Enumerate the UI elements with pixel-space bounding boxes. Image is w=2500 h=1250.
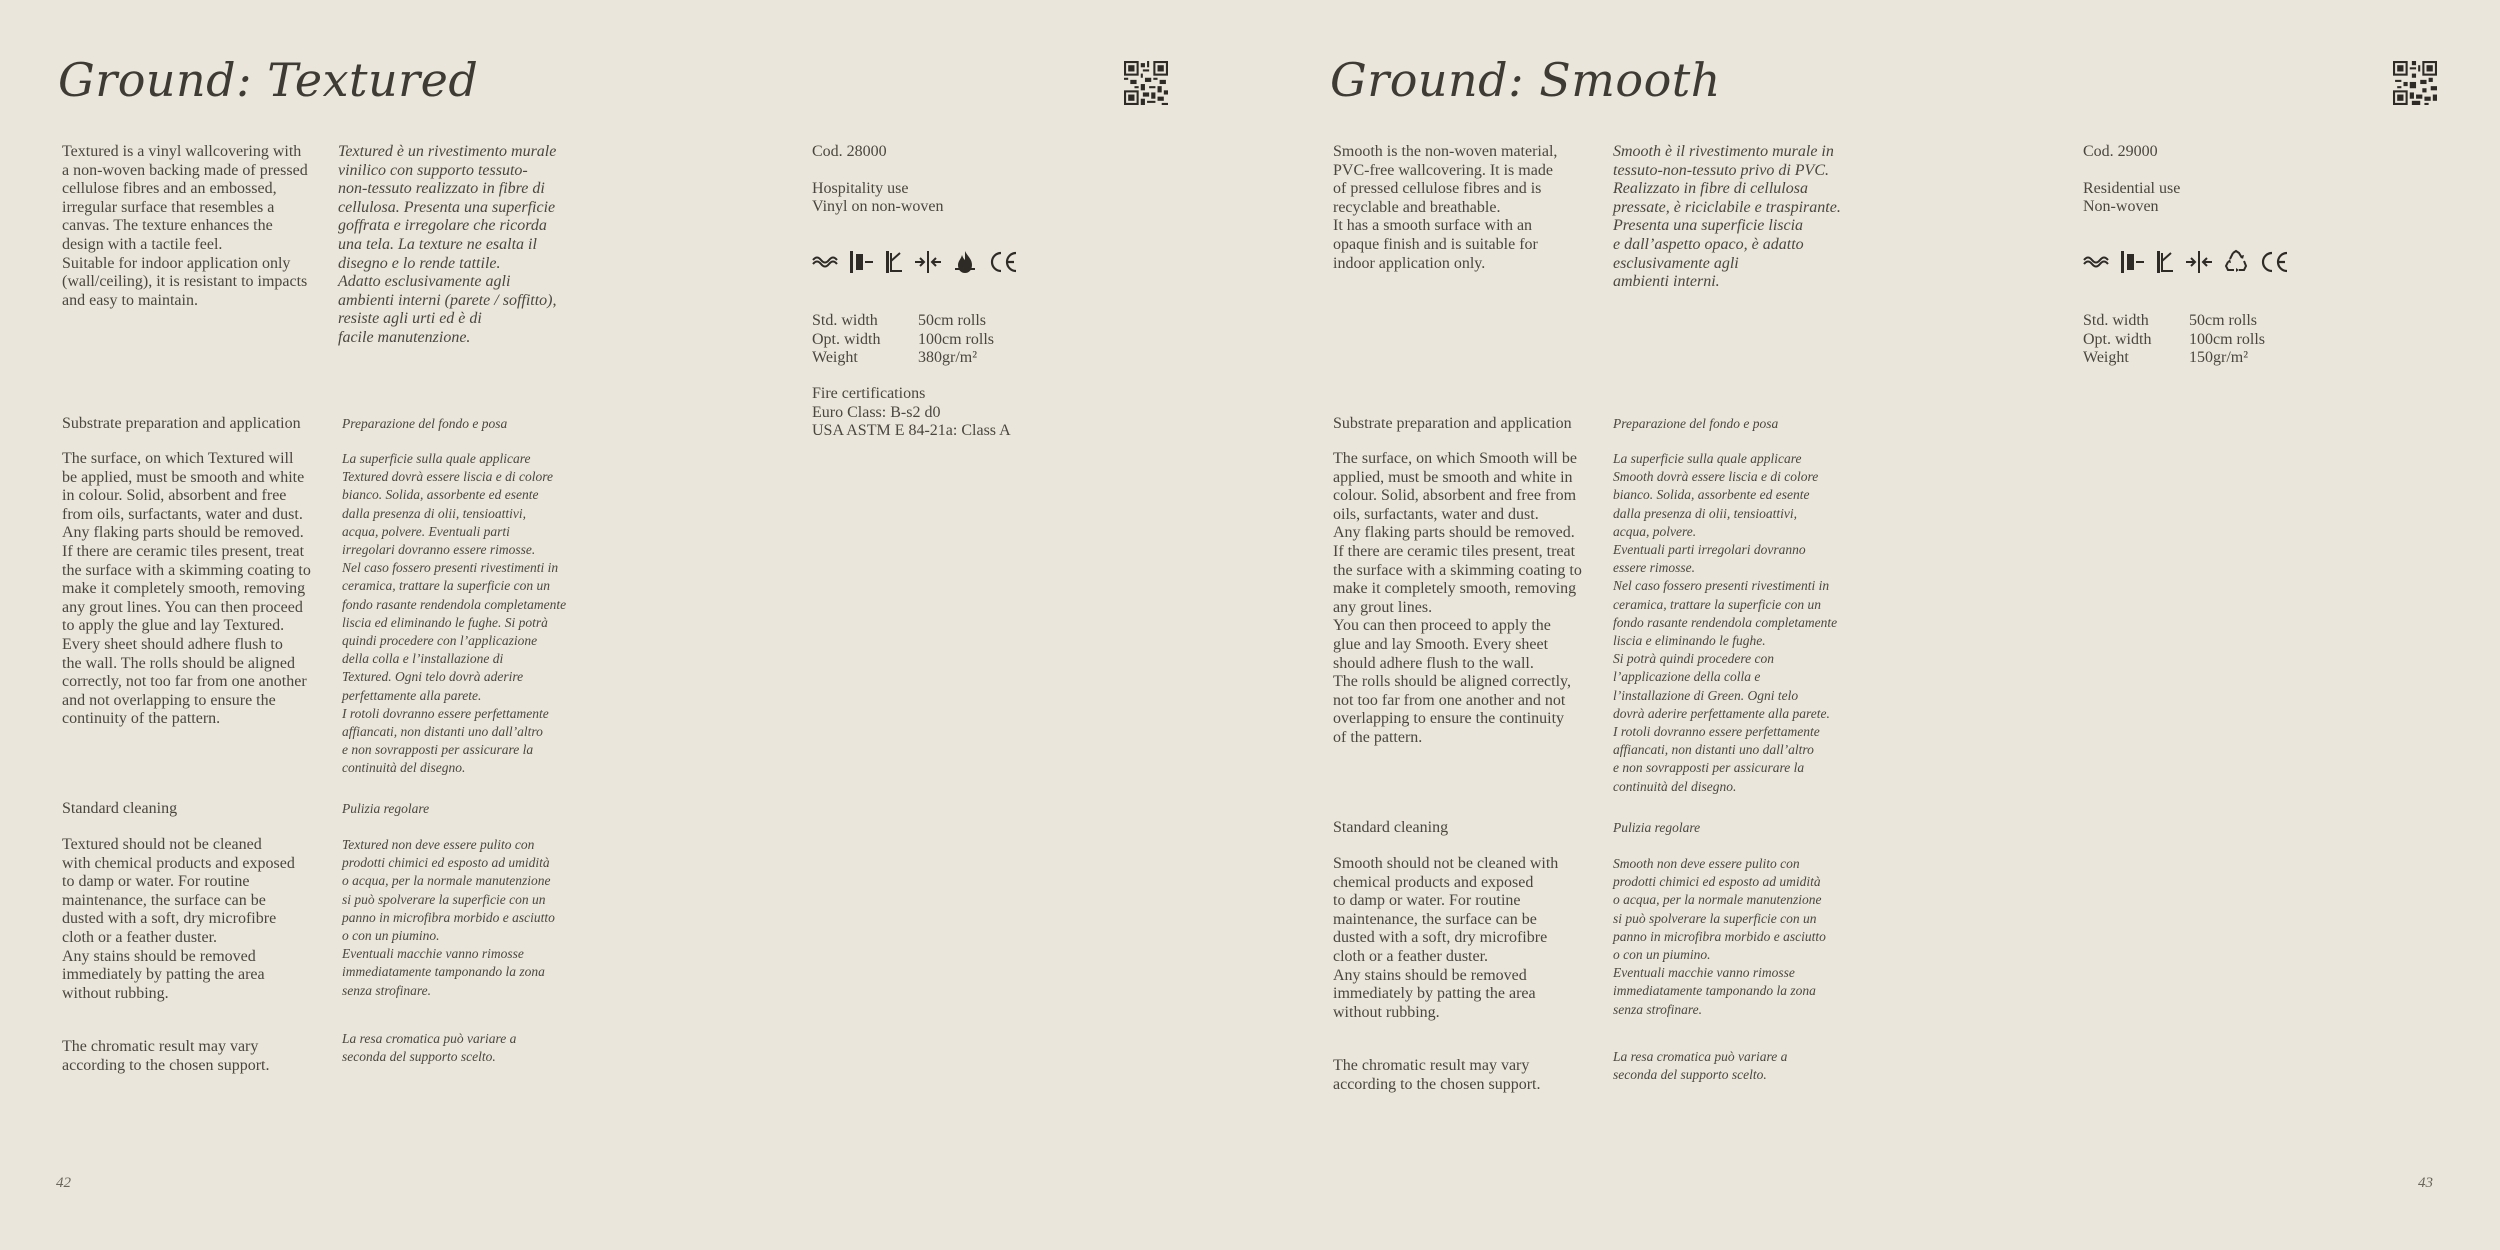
cleaning-english: Textured should not be cleaned with chemical products and exposed to damp or water. For routine maintenance, the surface can be dusted with a soft, dry microfibre cloth or a feather duster. Any stains should be removed immediately by patting the area without rubbing. [62,836,295,1002]
ce-mark-icon [2259,250,2289,274]
section-heading-italian: Pulizia regolare [342,801,430,816]
qr-code-icon [2393,61,2437,105]
adhesive-on-wall-icon [848,249,874,275]
section-heading-italian: Preparazione del fondo e posa [1613,416,1779,431]
qr-code-icon [1124,61,1168,105]
page-title: Ground: Textured [58,53,479,107]
fire-certifications [812,385,1011,441]
page-title: Ground: Smooth [1330,53,1721,107]
product-details [812,143,943,217]
spec-row: Weight 380gr/m² [812,349,978,367]
product-details [2083,143,2180,217]
product-code: Cod. 28000 [812,143,887,160]
product-use: Residential use [2083,179,2181,197]
washable-icon [2083,252,2109,272]
butt-joint-icon [2185,249,2213,275]
section-heading-english: Standard cleaning [1333,819,1449,836]
adhesive-on-wall-icon [2119,249,2145,275]
care-symbols [812,247,1018,277]
substrate-english: The surface, on which Smooth will be applied, must be smooth and white in colour. Solid, absorbent and free from oils, surfactants, water and dust. Any flaking parts should be removed. If there are ceramic tiles present, treat the surface with a skimming coating to make it completely smooth, removing any grout lines. You can then proceed to apply the glue and lay Smooth. Every sheet should adhere flush to the wall. The rolls should be aligned correctly, not too far from one another and not overlapping to ensure the continuity of the pattern. [1333,450,1582,746]
strippable-icon [884,249,904,275]
recyclable-icon [2223,249,2249,275]
page-number: 42 [56,1175,71,1191]
spec-row: Opt. width 100cm rolls [2083,330,2265,348]
chromatic-note-italian: La resa cromatica può variare a seconda del supporto scelto. [1613,1049,1788,1083]
spec-table [2083,312,2265,368]
section-heading-italian: Pulizia regolare [1613,820,1701,835]
cleaning-italian: Textured non deve essere pulito con prodotti chimici ed esposto ad umidità o acqua, per la normale manutenzione si può spolverare la superficie con un panno in microfibra morbido e asciutto o con un piumino. Eventuali macchie vanno rimosse immediatamente tamponando la zona senza strofinare. [342,837,555,998]
chromatic-note-english: The chromatic result may vary according to the chosen support. [62,1038,270,1074]
butt-joint-icon [914,249,942,275]
chromatic-note-italian: La resa cromatica può variare a seconda del supporto scelto. [342,1031,517,1065]
product-use: Hospitality use [812,179,909,197]
fire-cert-line: Euro Class: B-s2 d0 [812,403,941,421]
product-code: Cod. 29000 [2083,143,2158,160]
intro-italian: Smooth è il rivestimento murale in tessuto-non-tessuto privo di PVC. Realizzato in fibre di cellulosa pressate, è riciclabile e traspirante. Presenta una superficie liscia e dall’aspetto opaco, è adatto esclusivamente agli ambienti interni. [1613,143,1841,291]
section-heading-italian: Preparazione del fondo e posa [342,416,508,431]
product-material: Vinyl on non-woven [812,198,944,216]
intro-italian: Textured è un rivestimento murale vinilico con supporto tessuto- non-tessuto realizzato in fibre di cellulosa. Presenta una superficie goffrata e irregolare che ricorda una tela. La texture ne esalta il disegno e lo rende tattile. Adatto esclusivamente agli ambienti interni (parete / soffitto), resiste agli urti ed è di facile manutenzione. [338,143,557,346]
strippable-icon [2155,249,2175,275]
page-number: 43 [2418,1175,2433,1191]
chromatic-note-english: The chromatic result may vary according to the chosen support. [1333,1057,1541,1093]
section-heading-english: Substrate preparation and application [62,415,301,432]
spec-table [812,312,994,368]
intro-english: Textured is a vinyl wallcovering with a non-woven backing made of pressed cellulose fibres and an embossed, irregular surface that resembles a canvas. The texture enhances the design with a tactile feel. Suitable for indoor application only (wall/ceiling), it is resistant to impacts and easy to maintain. [62,143,308,309]
spec-row: Weight 150gr/m² [2083,349,2249,367]
section-heading-english: Substrate preparation and application [1333,415,1572,432]
washable-icon [812,252,838,272]
ce-mark-icon [988,250,1018,274]
cleaning-english: Smooth should not be cleaned with chemical products and exposed to damp or water. For routine maintenance, the surface can be dusted with a soft, dry microfibre cloth or a feather duster. Any stains should be removed immediately by patting the area without rubbing. [1333,855,1559,1021]
fire-retardant-icon [952,249,978,275]
fire-certifications-title: Fire certifications [812,385,926,402]
substrate-english: The surface, on which Textured will be applied, must be smooth and white in colour. Solid, absorbent and free from oils, surfactants, water and dust. Any flaking parts should be removed. If there are ceramic tiles present, treat the surface with a skimming coating to make it completely smooth, removing any grout lines. You can then proceed to apply the glue and lay Textured. Every sheet should adhere flush to the wall. The rolls should be aligned correctly, not too far from one another and not overlapping to ensure the continuity of the pattern. [62,450,311,728]
intro-english: Smooth is the non-woven material, PVC-free wallcovering. It is made of pressed cellulose fibres and is recyclable and breathable. It has a smooth surface with an opaque finish and is suitable for indoor application only. [1333,143,1558,272]
fire-cert-line: USA ASTM E 84-21a: Class A [812,422,1011,440]
section-heading-english: Standard cleaning [62,800,178,817]
product-material: Non-woven [2083,198,2159,216]
care-symbols [2083,247,2289,277]
spec-row: Std. width 50cm rolls [2083,312,2257,329]
spec-row: Opt. width 100cm rolls [812,330,994,348]
spec-row: Std. width 50cm rolls [812,312,986,329]
substrate-italian: La superficie sulla quale applicare Textured dovrà essere liscia e di colore bianco. Solida, assorbente ed esente dalla presenza di olii, tensioattivi, acqua, polvere. Eventuali parti irregolari dovranno essere rimosse. Nel caso fossero presenti rivestimenti in ceramica, trattare la superficie con un fondo rasante rendendola completamente liscia ed eliminando le fughe. Si potrà quindi procedere con l’applicazione della colla e l’installazione di Textured. Ogni telo dovrà aderire perfettamente alla parete. I rotoli dovranno essere perfettamente affiancati, non distanti uno dall’altro e non sovrapposti per assicurare la continuità del disegno. [342,451,567,776]
substrate-italian: La superficie sulla quale applicare Smooth dovrà essere liscia e di colore bianco. Solida, assorbente ed esente dalla presenza di olii, tensioattivi, acqua, polvere. Eventuali parti irregolari dovranno essere rimosse. Nel caso fossero presenti rivestimenti in ceramica, trattare la superficie con un fondo rasante rendendola completamente liscia e eliminando le fughe. Si potrà quindi procedere con l’applicazione della colla e l’installazione di Green. Ogni telo dovrà aderire perfettamente alla parete. I rotoli dovranno essere perfettamente affiancati, non distanti uno dall’altro e non sovrapposti per assicurare la continuità del disegno. [1613,451,1838,794]
cleaning-italian: Smooth non deve essere pulito con prodotti chimici ed esposto ad umidità o acqua, per la normale manutenzione si può spolverare la superficie con un panno in microfibra morbido e asciutto o con un piumino. Eventuali macchie vanno rimosse immediatamente tamponando la zona senza strofinare. [1613,856,1826,1017]
